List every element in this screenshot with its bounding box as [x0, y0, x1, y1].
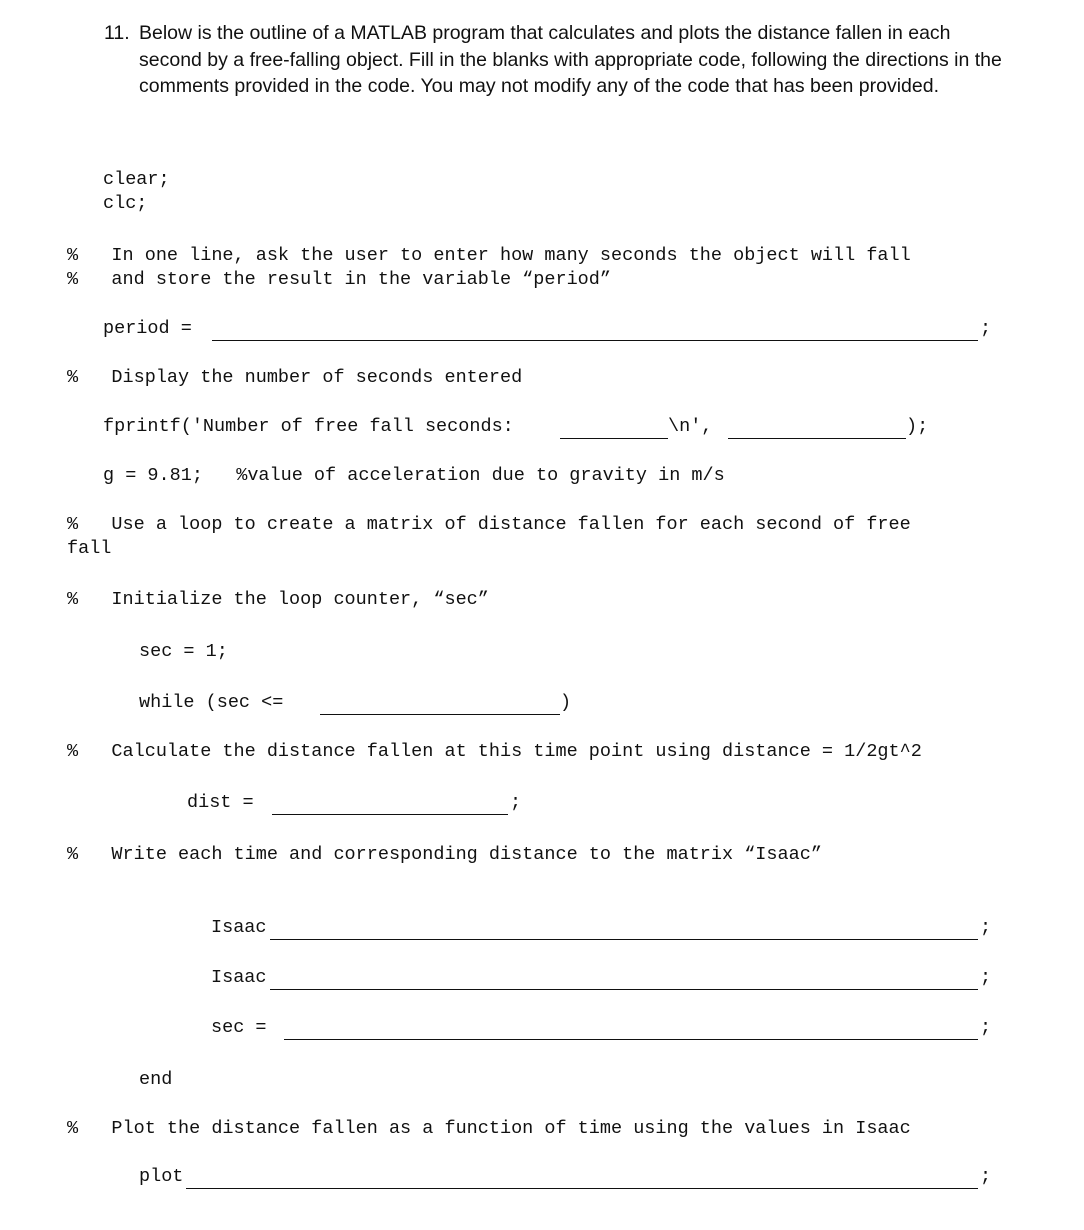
blank-dist[interactable]: [272, 814, 508, 815]
code-gravity: g = 9.81; %value of acceleration due to gravity in m/s: [103, 465, 725, 486]
blank-isaac-2[interactable]: [270, 989, 978, 990]
code-while-close: ): [560, 692, 572, 713]
blank-fprintf-format[interactable]: [560, 438, 668, 439]
code-period-prefix: period =: [103, 318, 192, 339]
comment-input-line-2: % and store the result in the variable “period”: [67, 269, 611, 290]
code-plot-prefix: plot: [139, 1166, 184, 1187]
code-plot-semicolon: ;: [980, 1166, 992, 1187]
code-fprintf-prefix: fprintf('Number of free fall seconds:: [103, 416, 514, 437]
comment-input-line-1: % In one line, ask the user to enter how many seconds the object will fall: [67, 245, 911, 266]
code-isaac-1: Isaac: [211, 917, 267, 938]
code-dist-semicolon: ;: [510, 792, 522, 813]
blank-fprintf-variable[interactable]: [728, 438, 906, 439]
question-text: Below is the outline of a MATLAB program that calculates and plots the distance fallen in each second by a free-falling object. Fill in the blanks with appropriate code, following the directions in the comments provided in the code. You may not modify any of the code that has been provided.: [139, 22, 1002, 97]
blank-isaac-1[interactable]: [270, 939, 978, 940]
code-clc: clc;: [103, 193, 148, 214]
code-sec-update: sec =: [211, 1017, 267, 1038]
question: [104, 20, 1004, 100]
code-isaac-2: Isaac: [211, 967, 267, 988]
code-end: end: [139, 1069, 173, 1090]
code-fprintf-close: );: [906, 416, 929, 437]
comment-loop-line-2: fall: [67, 538, 112, 559]
comment-calc: % Calculate the distance fallen at this time point using distance = 1/2gt^2: [67, 741, 922, 762]
code-clear: clear;: [103, 169, 170, 190]
comment-loop-line-1: % Use a loop to create a matrix of distance fallen for each second of free: [67, 514, 911, 535]
code-sec-update-semicolon: ;: [980, 1017, 992, 1038]
code-isaac-2-semicolon: ;: [980, 967, 992, 988]
comment-plot: % Plot the distance fallen as a function of time using the values in Isaac: [67, 1118, 911, 1139]
question-number: 11.: [104, 22, 130, 44]
blank-plot[interactable]: [186, 1188, 978, 1189]
code-sec-init: sec = 1;: [139, 641, 228, 662]
code-fprintf-newline: \n',: [668, 416, 713, 437]
comment-display: % Display the number of seconds entered: [67, 367, 523, 388]
code-period-semicolon: ;: [980, 318, 992, 339]
code-isaac-1-semicolon: ;: [980, 917, 992, 938]
blank-sec-update[interactable]: [284, 1039, 978, 1040]
blank-period[interactable]: [212, 340, 978, 341]
blank-while-condition[interactable]: [320, 714, 560, 715]
code-while-prefix: while (sec <=: [139, 692, 284, 713]
comment-write: % Write each time and corresponding distance to the matrix “Isaac”: [67, 844, 822, 865]
comment-init: % Initialize the loop counter, “sec”: [67, 589, 489, 610]
code-dist-prefix: dist =: [187, 792, 254, 813]
